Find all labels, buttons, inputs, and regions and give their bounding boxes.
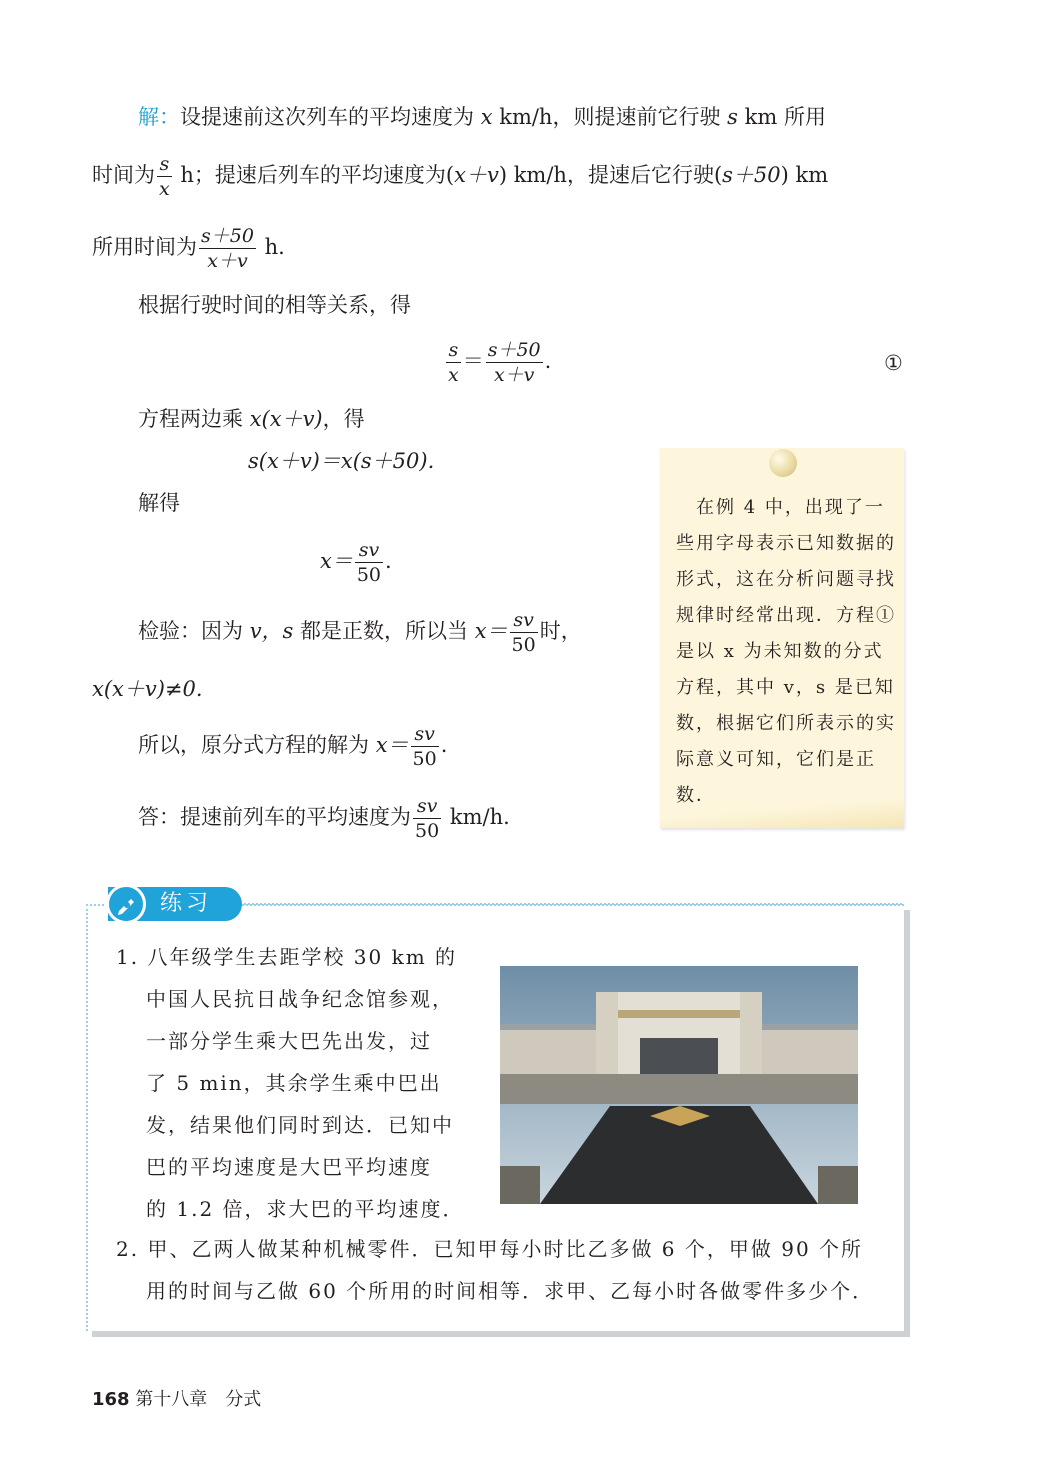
pencil-icon <box>106 884 146 924</box>
exercise-2-line: 2. 甲、乙两人做某种机械零件．已知甲每小时比乙多做 6 个，甲做 90 个所 <box>116 1237 864 1261</box>
answer-line: 答：提速前列车的平均速度为 $\frac{sv}{50}$ km/h. <box>138 795 510 842</box>
margin-note-text: 在例 4 中，出现了一些用字母表示已知数据的形式，这在分析问题寻找规律时经常出现．方程①是以 x 为未知数的分式方程，其中 v，s 是已知数，根据它们所表示的实际意义可知，它们是正数． <box>676 497 896 806</box>
solution-line-2: 时间为 $\frac{s}{x}$ h；提速后列车的平均速度为(x＋v) km/h，提速后它行驶(s＋50) km <box>92 153 829 200</box>
solution-line-9: x＝ $\frac{sv}{50}$ . <box>320 539 392 586</box>
pin-icon <box>769 449 797 477</box>
exercise-1-line: 1. 八年级学生去距学校 30 km 的 <box>116 945 458 969</box>
exercise-2-line: 用的时间与乙做 60 个所用的时间相等．求甲、乙每小时各做零件多少个． <box>146 1279 875 1303</box>
exercise-1-line: 发，结果他们同时到达．已知中 <box>146 1113 454 1137</box>
solution-line-6: 方程两边乘 x(x＋v)，得 <box>138 407 365 431</box>
chapter-title: 第十八章 分式 <box>135 1389 262 1410</box>
equation-1: $\frac{s}{x}$ ＝ $\frac{s+50}{x+v}$ . <box>448 339 552 386</box>
solution-line-1: 解：设提速前这次列车的平均速度为 x km/h，则提速前它行驶 s km 所用 <box>138 105 826 129</box>
solution-line-3: 所用时间为 $\frac{s+50}{x+v}$ h. <box>92 225 285 272</box>
practice-heading <box>108 887 242 921</box>
page-number: 168 <box>92 1389 130 1410</box>
solution-line-11: x(x＋v)≠0. <box>92 677 203 701</box>
solution-line-7: s(x＋v)＝x(s＋50). <box>248 449 435 473</box>
exercise-1-line: 一部分学生乘大巴先出发，过 <box>146 1029 432 1053</box>
memorial-hall-photo <box>500 966 858 1204</box>
practice-divider <box>244 903 902 905</box>
fraction-s-over-x: $\frac{s}{x}$ <box>159 153 170 200</box>
solution-lead: 解： <box>138 105 180 129</box>
exercise-1-line: 巴的平均速度是大巴平均速度 <box>146 1155 432 1179</box>
solution-line-4: 根据行驶时间的相等关系，得 <box>138 293 411 317</box>
solution-line-8: 解得 <box>138 491 180 515</box>
solution-line-10: 检验：因为 v，s 都是正数，所以当 x＝ $\frac{sv}{50}$ 时， <box>138 609 582 656</box>
equation-number: ① <box>884 351 903 375</box>
page-footer <box>92 1385 261 1411</box>
exercise-1-line: 中国人民抗日战争纪念馆参观， <box>146 987 454 1011</box>
exercise-1-line: 的 1.2 倍，求大巴的平均速度． <box>146 1197 465 1221</box>
fraction-s50-over-xv: $\frac{s+50}{x+v}$ <box>201 225 254 272</box>
solution-line-12: 所以，原分式方程的解为 x＝ $\frac{sv}{50}$ . <box>138 723 448 770</box>
practice-label: 练习 <box>160 891 213 916</box>
exercise-1-line: 了 5 min，其余学生乘中巴出 <box>146 1071 442 1095</box>
